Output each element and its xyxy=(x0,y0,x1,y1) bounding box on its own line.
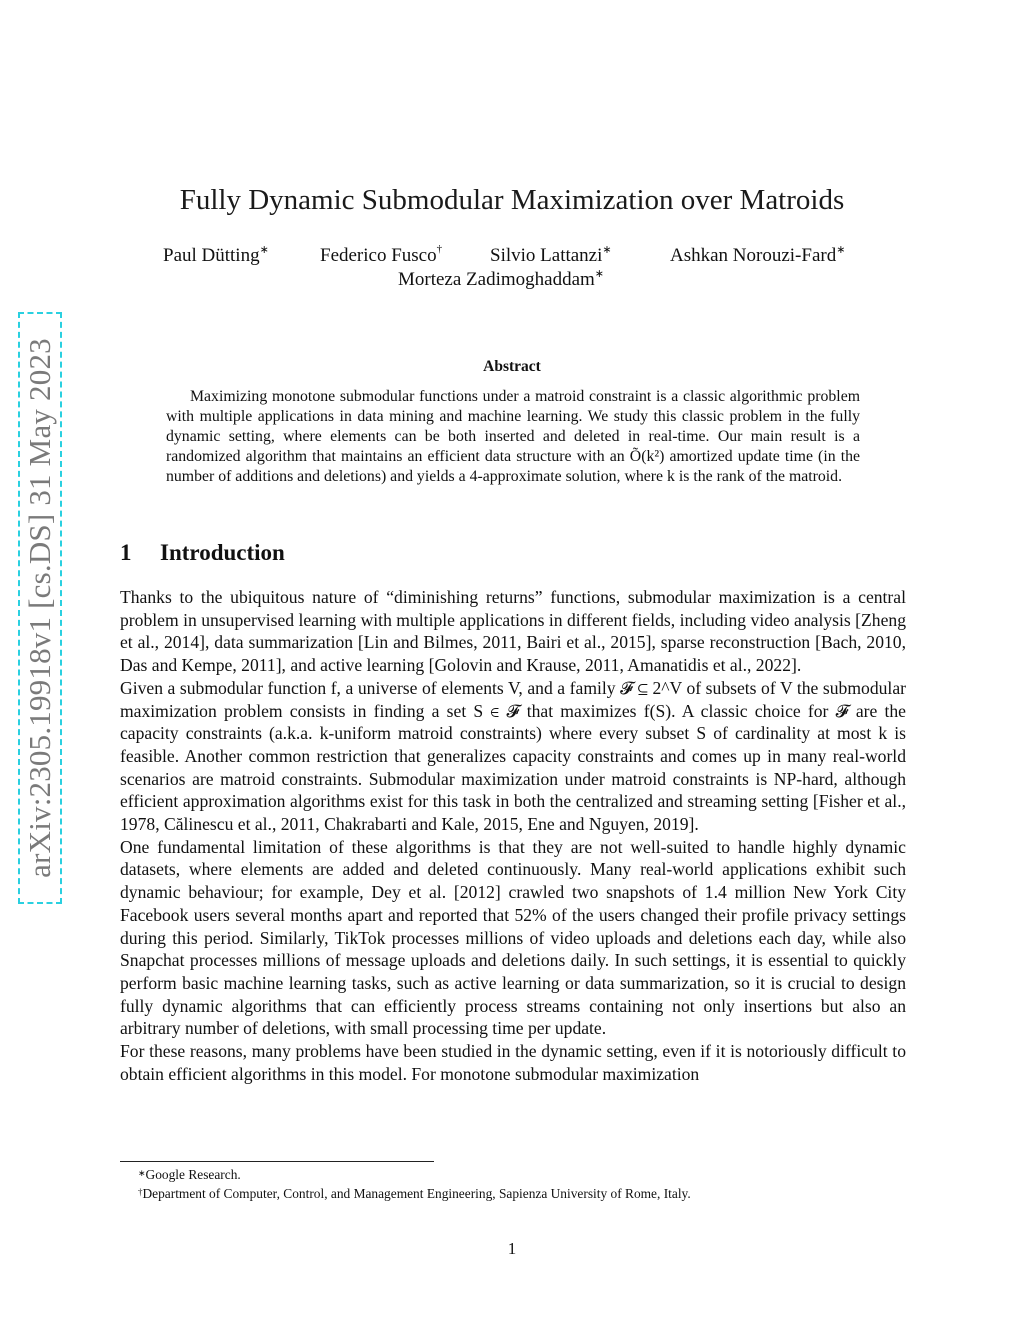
section-heading xyxy=(120,540,285,566)
paragraph: Thanks to the ubiquitous nature of “diminishing returns” functions, submodular maximization is a central problem in unsupervised learning with multiple applications in different fields, including video analysis [Zheng et al., 2014], data summarization [Lin and Bilmes, 2011, Bairi et al., 2015], sparse reconstruction [Bach, 2010, Das and Kempe, 2011], and active learning [Golovin and Krause, 2011, Amanatidis et al., 2022]. xyxy=(120,587,906,676)
paragraph: For these reasons, many problems have been studied in the dynamic setting, even if it is notoriously difficult to obtain efficient algorithms in this model. For monotone submodular maximization xyxy=(120,1041,906,1084)
footnotes xyxy=(138,1165,918,1203)
author-name: Ashkan Norouzi-Fard∗ xyxy=(670,244,846,266)
author-name: Federico Fusco† xyxy=(320,243,443,266)
footnote: †Department of Computer, Control, and Management Engineering, Sapienza University of Rome, Italy. xyxy=(138,1186,691,1201)
author-name: Morteza Zadimoghaddam∗ xyxy=(398,268,605,290)
paragraph: One fundamental limitation of these algorithms is that they are not well-suited to handle highly dynamic datasets, where elements are added and deleted continuously. Many real-world applications exhibit such dynamic behaviour; for example, Dey et al. [2012] crawled two snapshots of 1.4 million New York City Facebook users several months apart and reported that 52% of the users changed their profile privacy settings during this period. Similarly, TikTok processes millions of video uploads and deletions each day, while also Snapchat processes millions of message uploads and deletions daily. In such settings, it is essential to quickly perform basic machine learning tasks, such as active learning or data summarization, so it is crucial to design fully dynamic algorithms that can efficiently process streams containing not only insertions but also an arbitrary number of deletions, with small processing time per update. xyxy=(120,836,906,1039)
abstract-heading: Abstract xyxy=(483,358,541,375)
footnote-divider xyxy=(120,1161,434,1162)
paragraph: Given a submodular function f, a universe of elements V, and a family 𝓕 ⊆ 2^V of subsets of V the submodular maximization problem consists in finding a set S ∈ 𝓕 that maximizes f(S). A classic choice for 𝓕 are the capacity constraints (a.k.a. k-uniform matroid constraints) where every subset S of cardinality at most k is feasible. Another common restriction that generalizes capacity constraints and comes up in many real-world scenarios are matroid constraints. Submodular maximization under matroid constraints is NP-hard, although efficient approximation algorithms exist for this task in both the centralized and streaming setting [Fisher et al., 1978, Călinescu et al., 2011, Chakrabarti and Kale, 2015, Ene and Nguyen, 2019]. xyxy=(120,677,906,835)
section-title: Introduction xyxy=(160,540,285,565)
abstract-text: Maximizing monotone submodular functions under a matroid constraint is a classic algorithmic problem with multiple applications in data mining and machine learning. We study this classic problem in the fully dynamic setting, where elements can be both inserted and deleted in real-time. Our main result is a randomized algorithm that maintains an efficient data structure with an Õ(k²) amortized update time (in the number of additions and deletions) and yields a 4-approximate solution, where k is the rank of the matroid. xyxy=(166,388,860,485)
page-number: 1 xyxy=(507,1239,517,1258)
author-name: Silvio Lattanzi∗ xyxy=(490,244,612,266)
section-number: 1 xyxy=(120,540,132,565)
arxiv-side-stamp xyxy=(18,312,62,904)
author-name: Paul Dütting∗ xyxy=(163,244,269,266)
arxiv-identifier: arXiv:2305.19918v1 [cs.DS] 31 May 2023 xyxy=(22,338,57,878)
body-text xyxy=(120,586,906,1085)
footnote: ∗Google Research. xyxy=(138,1167,241,1182)
paper-title: Fully Dynamic Submodular Maximization over Matroids xyxy=(179,184,845,216)
